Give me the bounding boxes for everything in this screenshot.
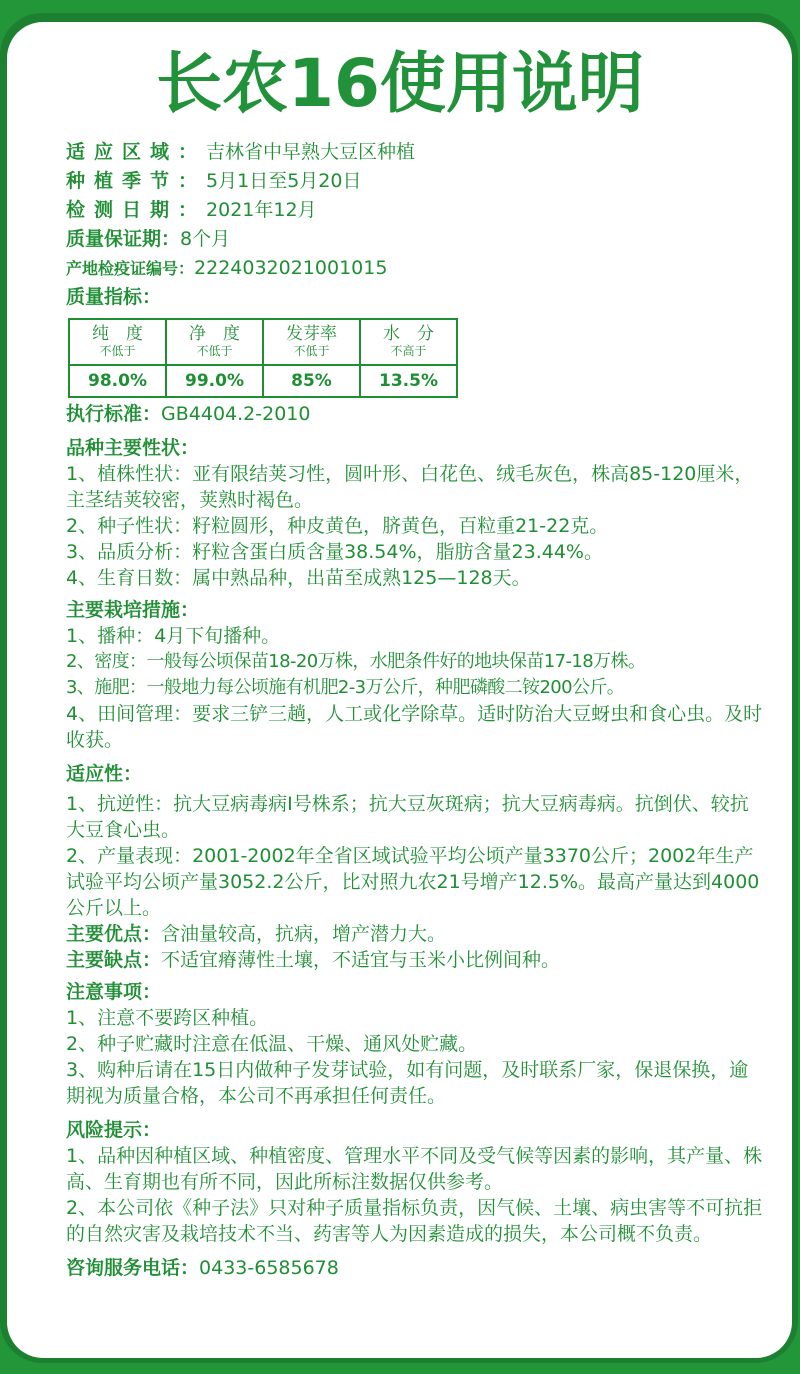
info-value: 吉林省中早熟大豆区种植: [206, 141, 416, 163]
adaptability-item: 1、抗逆性：抗大豆病毒病Ⅰ号株系；抗大豆灰斑病；抗大豆病毒病。抗倒伏、较抗大豆食心虫。: [66, 793, 749, 841]
contact-label: 咨询服务电话：: [66, 1257, 200, 1279]
quality-value-row: [69, 365, 457, 397]
cultivation-item: 3、施肥：一般地力每公顷施有机肥2-3万公斤，种肥磷酸二铵200公斤。: [66, 677, 625, 698]
cultivation-item: 4、田间管理：要求三铲三趟，人工或化学除草。适时防治大豆蚜虫和食心虫。及时收获。: [66, 703, 763, 751]
risks-item: 1、品种因种植区域、种植密度、管理水平不同及受气候等因素的影响，其产量、株高、生育期也有所不同，因此所标注数据仅供参考。: [66, 1145, 763, 1193]
disadvantages: [66, 947, 766, 973]
traits-item: 2、种子性状：籽粒圆形，种皮黄色，脐黄色，百粒重21-22克。: [66, 515, 609, 537]
info-value: 8个月: [180, 228, 231, 250]
risks-heading: 风险提示：: [66, 1119, 162, 1141]
info-label: 适应区域：: [66, 141, 207, 163]
advantages-value: 含油量较高，抗病，增产潜力大。: [161, 923, 447, 945]
traits-item: 4、生育日数：属中熟品种，出苗至成熟125—128天。: [66, 567, 531, 589]
adaptability-item: 2、产量表现：2001-2002年全省区域试验平均公顷产量3370公斤；2002年生产试验平均公顷产量3052.2公斤，比对照九农21号增产12.5%。最高产量达到4000公斤以上。: [66, 845, 760, 919]
quality-table: [68, 318, 458, 398]
info-value: 2021年12月: [206, 199, 317, 221]
quality-col-moisture: 水 分 不高于: [360, 319, 457, 365]
quality-col-cleanliness: 净 度 不低于: [166, 319, 263, 365]
info-value: 5月1日至5月20日: [206, 170, 362, 192]
quality-value: 85%: [263, 365, 360, 397]
standard-label: 执行标准：: [66, 403, 162, 425]
contact-phone: [66, 1255, 766, 1281]
disadvantages-value: 不适宜瘠薄性土壤，不适宜与玉米小比例间种。: [161, 949, 561, 971]
info-warranty: [66, 225, 766, 254]
quality-header-row: [69, 319, 457, 365]
info-test-date: [66, 196, 766, 225]
content: [66, 138, 766, 1281]
quality-col-purity: 纯 度 不低于: [69, 319, 166, 365]
advantages-label: 主要优点：: [66, 923, 162, 945]
standard: [66, 400, 766, 429]
notes-item: 1、注意不要跨区种植。: [66, 1007, 269, 1029]
traits-item: 1、植株性状：亚有限结荚习性，圆叶形、白花色、绒毛灰色，株高85-120厘米，主茎结荚较密，荚熟时褐色。: [66, 463, 754, 511]
risks-item: 2、本公司依《种子法》只对种子质量指标负责，因气候、土壤、病虫害等不可抗拒的自然灾害及栽培技术不当、药害等人为因素造成的损失，本公司概不负责。: [66, 1197, 763, 1245]
standard-value: GB4404.2-2010: [161, 403, 311, 425]
notes-heading: 注意事项：: [66, 981, 162, 1003]
disadvantages-label: 主要缺点：: [66, 949, 162, 971]
notes-item: 2、种子贮藏时注意在低温、干燥、通风处贮藏。: [66, 1033, 478, 1055]
info-label: 检测日期：: [66, 199, 207, 221]
cultivation-item: 2、密度：一般每公顷保苗18-20万株，水肥条件好的地块保苗17-18万株。: [66, 651, 646, 672]
info-season: [66, 167, 766, 196]
info-label: 种植季节：: [66, 170, 207, 192]
adaptability-heading: 适应性：: [66, 763, 143, 785]
cultivation-heading: 主要栽培措施：: [66, 599, 200, 621]
info-label: 产地检疫证编号：: [66, 259, 195, 278]
quality-value: 99.0%: [166, 365, 263, 397]
notes-item: 3、购种后请在15日内做种子发芽试验，如有问题，及时联系厂家，保退保换，逾期视为质量合格，本公司不再承担任何责任。: [66, 1059, 749, 1107]
quality-value: 13.5%: [360, 365, 457, 397]
traits-heading: 品种主要性状：: [66, 437, 200, 459]
info-quarantine-no: [66, 254, 766, 283]
quality-value: 98.0%: [69, 365, 166, 397]
contact-value: 0433-6585678: [199, 1257, 339, 1279]
quality-heading: 质量指标：: [66, 286, 162, 308]
cultivation-item: 1、播种：4月下旬播种。: [66, 625, 281, 647]
page-title: 长农16使用说明: [156, 45, 644, 122]
quality-col-germination: 发芽率 不低于: [263, 319, 360, 365]
advantages: [66, 921, 766, 947]
info-region: [66, 138, 766, 167]
info-value: 2224032021001015: [194, 257, 388, 279]
traits-item: 3、品质分析：籽粒含蛋白质含量38.54%，脂肪含量23.44%。: [66, 541, 603, 563]
info-label: 质量保证期：: [66, 228, 181, 250]
